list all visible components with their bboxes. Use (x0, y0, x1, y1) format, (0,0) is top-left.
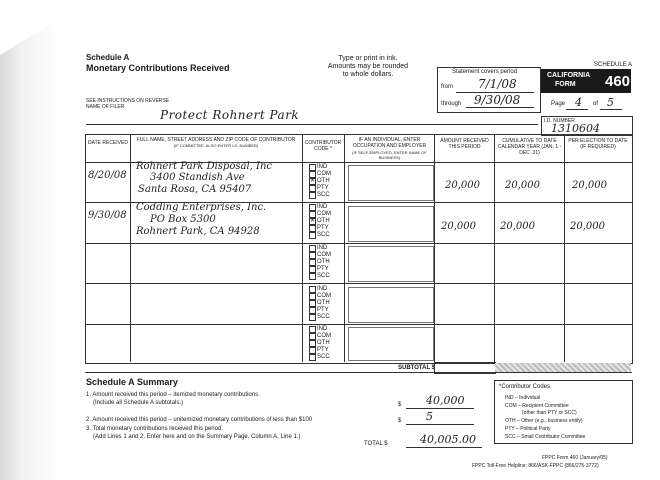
summary-line1-value[interactable]: 40,000 (426, 394, 465, 407)
type-note-3: to whole dollars. (342, 71, 394, 78)
row-name-line2[interactable]: PO Box 5300 (150, 214, 216, 225)
footer-helpline: FPPC Toll-Free Helpline: 866/ASK-FPPC (866/275-3772) (472, 463, 599, 469)
code-ind-checkbox[interactable]: IND (309, 286, 331, 293)
row-per-election[interactable]: 20,000 (572, 180, 607, 191)
row-name-line3[interactable]: Santa Rosa, CA 95407 (138, 184, 252, 195)
see-instructions: SEE INSTRUCTIONS ON REVERSE (86, 98, 170, 104)
summary-dollar-1: $ (398, 402, 402, 408)
code-scc-checkbox[interactable]: SCC (309, 354, 331, 361)
code-pty-checkbox[interactable]: PTY (309, 307, 331, 314)
header-occupation-sub: (IF SELF-EMPLOYED, ENTER NAME OF BUSINESS) (352, 150, 427, 160)
summary-total-value[interactable]: 40,005.00 (420, 433, 476, 446)
summary-line1a: 1. Amount received this period – itemized monetary contributions. (86, 392, 260, 398)
contributor-code-group (309, 326, 331, 361)
summary-line3a: 3. Total monetary contributions received this period. (86, 426, 223, 432)
badge-number: 460 (605, 73, 631, 90)
row-cumulative[interactable]: 20,000 (505, 180, 540, 191)
row-per-election[interactable]: 20,000 (570, 221, 605, 232)
from-label: from (441, 84, 453, 90)
contributor-code-group (309, 164, 331, 199)
row-name-line1[interactable]: Codding Enterprises, Inc. (136, 202, 267, 213)
id-value[interactable]: 1310604 (551, 122, 600, 135)
page-title: Monetary Contributions Received (86, 63, 230, 73)
contributor-code-group (309, 204, 331, 239)
code-com-checkbox[interactable]: COM (309, 252, 331, 259)
name-of-filer-label: NAME OF FILER (86, 104, 125, 110)
code-ind-checkbox[interactable]: IND (309, 164, 331, 171)
header-per-election: PER ELECTION TO DATE (IF REQUIRED) (568, 138, 628, 150)
summary-line1b: (Include all Schedule A subtotals.) (93, 400, 184, 406)
code-scc-desc: SCC – Small Contributor Committee (505, 434, 586, 440)
summary-line2: 2. Amount received this period – unitemized monetary contributions of less than $100 (86, 417, 313, 423)
header-date: DATE RECEIVED (88, 140, 128, 146)
contributor-code-group (309, 245, 331, 280)
page-label: Page (551, 101, 566, 107)
code-pty-checkbox[interactable]: PTY (309, 347, 331, 354)
code-oth-checkbox[interactable]: OTH (309, 300, 331, 307)
footer-form-id: FPPC Form 460 (January/05) (542, 455, 608, 461)
id-label: I.D. NUMBER (544, 118, 575, 124)
row-cumulative[interactable]: 20,000 (500, 221, 535, 232)
code-scc-checkbox[interactable]: SCC (309, 192, 331, 199)
through-label: through (441, 101, 462, 107)
code-pty-checkbox[interactable]: PTY (309, 185, 331, 192)
row-amount[interactable]: 20,000 (441, 221, 476, 232)
row-date[interactable]: 9/30/08 (88, 210, 127, 221)
page-value[interactable]: 4 (575, 96, 582, 109)
code-oth-desc: OTH – Other (e.g., business entity) (505, 418, 583, 424)
from-value[interactable]: 7/1/08 (478, 77, 517, 91)
codes-title: *Contributor Codes (499, 384, 551, 390)
row-name-line3[interactable]: Rohnert Park, CA 94928 (136, 226, 260, 237)
header-code: CONTRIBUTOR CODE * (304, 140, 342, 152)
summary-line2-value[interactable]: 5 (426, 410, 433, 423)
shaded-area (495, 363, 631, 372)
code-ind-checkbox[interactable]: IND (309, 326, 331, 333)
statement-label: Statement covers period (452, 69, 518, 75)
contributor-code-group (309, 286, 331, 321)
code-pty-desc: PTY – Political Party (505, 426, 551, 432)
type-note-2: Amounts may be rounded (327, 63, 409, 70)
code-oth-checkbox[interactable]: OTH (309, 259, 331, 266)
code-oth-checkbox[interactable]: ✕ OTH (310, 218, 330, 224)
summary-dollar-2: $ (398, 418, 402, 424)
code-ind-checkbox[interactable]: IND (309, 204, 331, 211)
form-badge (541, 69, 631, 93)
subtotal-amount-field[interactable] (434, 362, 496, 374)
header-amount: AMOUNT RECEIVED THIS PERIOD (440, 138, 489, 150)
code-ind-checkbox[interactable]: IND (309, 245, 331, 252)
code-com-checkbox[interactable]: COM (309, 333, 331, 340)
total-label: TOTAL $ (364, 441, 388, 447)
row-amount[interactable]: 20,000 (445, 180, 480, 191)
code-oth-checkbox[interactable]: ✕ OTH (310, 178, 330, 184)
code-com-checkbox[interactable]: COM (309, 211, 331, 218)
subtotal-label: SUBTOTAL $ (398, 365, 436, 371)
header-occupation: IF AN INDIVIDUAL, ENTER OCCUPATION AND EMPLOYER (352, 137, 427, 149)
code-com-desc: COM – Recipient Committee (505, 403, 569, 409)
header-name-sub: (IF COMMITTEE, ALSO ENTER I.D. NUMBER) (173, 143, 259, 148)
name-of-filer-value[interactable]: Protect Rohnert Park (160, 108, 300, 122)
code-pty-checkbox[interactable]: PTY (309, 225, 331, 232)
summary-title: Schedule A Summary (86, 377, 178, 387)
row-date[interactable]: 8/20/08 (88, 170, 127, 181)
header-cumulative: CUMULATIVE TO DATE CALENDAR YEAR (JAN. 1 - DEC. 31) (497, 138, 562, 156)
code-com-note: (other than PTY or SCC) (522, 410, 577, 416)
of-label: of (593, 101, 599, 107)
code-com-checkbox[interactable]: COM (309, 171, 331, 178)
badge-line2: FORM (555, 81, 576, 88)
schedule-title: Schedule A (86, 53, 130, 62)
code-oth-checkbox[interactable]: OTH (309, 340, 331, 347)
code-ind-desc: IND – Individual (505, 395, 541, 401)
schedule-tag: SCHEDULE A (594, 62, 633, 68)
badge-line1: CALIFORNIA (547, 72, 591, 79)
type-note-1: Type or print in ink. (338, 55, 398, 62)
through-value[interactable]: 9/30/08 (474, 93, 521, 107)
code-scc-checkbox[interactable]: SCC (309, 273, 331, 280)
row-name-line1[interactable]: Rohnert Park Disposal, Inc (136, 161, 272, 172)
code-scc-checkbox[interactable]: SCC (309, 314, 331, 321)
code-scc-checkbox[interactable]: SCC (309, 232, 331, 239)
of-value[interactable]: 5 (607, 96, 614, 109)
code-pty-checkbox[interactable]: PTY (309, 266, 331, 273)
code-com-checkbox[interactable]: COM (309, 293, 331, 300)
summary-line3b: (Add Lines 1 and 2. Enter here and on the Summary Page, Column A, Line 1.) (93, 434, 301, 440)
header-name: FULL NAME, STREET ADDRESS AND ZIP CODE OF CONTRIBUTOR (136, 137, 296, 143)
row-name-line2[interactable]: 3400 Standish Ave (150, 172, 245, 183)
